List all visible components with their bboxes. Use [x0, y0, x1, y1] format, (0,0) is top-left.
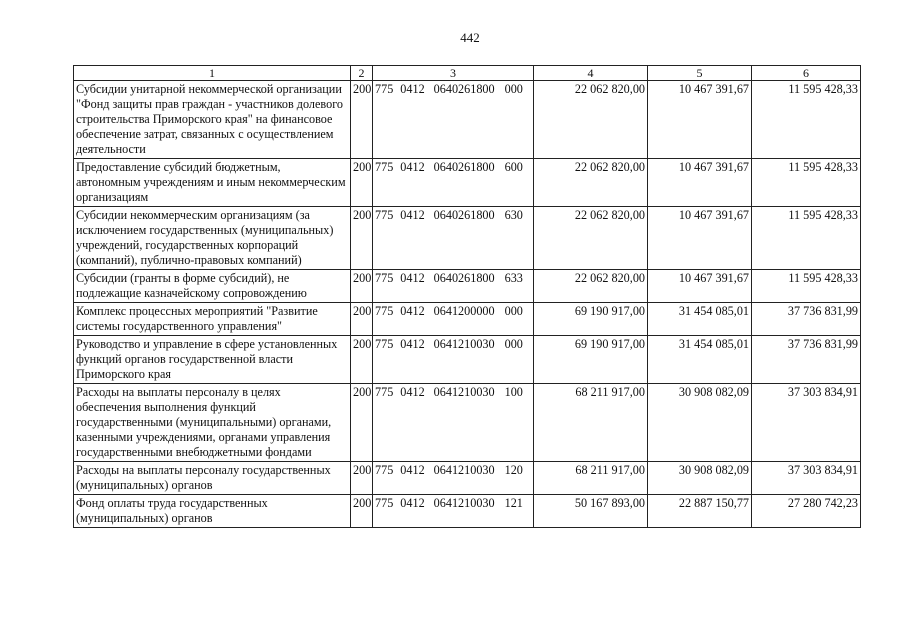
row-rz-code: 0412	[400, 271, 425, 285]
row-name: Предоставление субсидий бюджетным, автономным учреждениям и иным некоммерческим организациям	[74, 159, 351, 207]
row-value-col5: 31 454 085,01	[648, 303, 752, 336]
row-rz-code: 0412	[400, 208, 425, 222]
row-ved-code: 775	[375, 271, 394, 285]
row-value-col6: 11 595 428,33	[752, 207, 861, 270]
row-name: Комплекс процессных мероприятий "Развитие системы государственного управления"	[74, 303, 351, 336]
row-code-200: 200	[351, 384, 373, 462]
row-name: Субсидии некоммерческим организациям (за исключением государственных (муниципальных) учреждений, государственных корпораций (компаний), публично-правовых компаний)	[74, 207, 351, 270]
row-value-col5: 10 467 391,67	[648, 81, 752, 159]
row-value-col4: 22 062 820,00	[534, 270, 648, 303]
row-vr-code: 121	[504, 496, 523, 510]
row-classification-codes	[373, 336, 534, 384]
row-value-col5: 10 467 391,67	[648, 159, 752, 207]
row-code-200: 200	[351, 81, 373, 159]
page-number: 442	[460, 30, 480, 45]
header-col-5: 5	[648, 66, 752, 81]
table-row	[74, 336, 861, 384]
row-vr-code: 000	[504, 337, 523, 351]
row-value-col4: 68 211 917,00	[534, 462, 648, 495]
table-row	[74, 159, 861, 207]
row-classification-codes	[373, 495, 534, 528]
row-rz-code: 0412	[400, 337, 425, 351]
row-name: Расходы на выплаты персоналу в целях обеспечения выполнения функций государственными (муниципальными) органами, казенными учреждениями, органами управления государственными внебюджетными фондами	[74, 384, 351, 462]
row-classification-codes	[373, 384, 534, 462]
row-vr-code: 120	[504, 463, 523, 477]
row-value-col6: 37 303 834,91	[752, 384, 861, 462]
row-value-col4: 22 062 820,00	[534, 81, 648, 159]
row-name: Расходы на выплаты персоналу государственных (муниципальных) органов	[74, 462, 351, 495]
row-ved-code: 775	[375, 160, 394, 174]
budget-table	[73, 65, 861, 528]
row-code-200: 200	[351, 303, 373, 336]
row-name: Фонд оплаты труда государственных (муниципальных) органов	[74, 495, 351, 528]
row-vr-code: 630	[504, 208, 523, 222]
row-value-col6: 27 280 742,23	[752, 495, 861, 528]
row-value-col5: 10 467 391,67	[648, 270, 752, 303]
row-value-col5: 31 454 085,01	[648, 336, 752, 384]
row-csr-code: 0641210030	[433, 337, 495, 351]
row-rz-code: 0412	[400, 496, 425, 510]
table-row	[74, 495, 861, 528]
row-vr-code: 633	[504, 271, 523, 285]
row-vr-code: 100	[504, 385, 523, 399]
row-rz-code: 0412	[400, 385, 425, 399]
row-csr-code: 0641210030	[433, 496, 495, 510]
row-ved-code: 775	[375, 385, 394, 399]
table-row	[74, 270, 861, 303]
row-csr-code: 0641210030	[433, 463, 495, 477]
row-ved-code: 775	[375, 208, 394, 222]
row-value-col5: 10 467 391,67	[648, 207, 752, 270]
row-name: Субсидии унитарной некоммерческой организации "Фонд защиты прав граждан - участников долевого строительства Приморского края" на финансовое обеспечение затрат, связанных с осуществлением деятельности	[74, 81, 351, 159]
row-ved-code: 775	[375, 304, 394, 318]
row-code-200: 200	[351, 270, 373, 303]
row-name: Руководство и управление в сфере установленных функций органов государственной власти Приморского края	[74, 336, 351, 384]
row-ved-code: 775	[375, 463, 394, 477]
header-col-6: 6	[752, 66, 861, 81]
table-row	[74, 81, 861, 159]
row-classification-codes	[373, 462, 534, 495]
table-row	[74, 207, 861, 270]
header-row	[74, 66, 861, 81]
row-classification-codes	[373, 207, 534, 270]
row-value-col4: 69 190 917,00	[534, 303, 648, 336]
row-csr-code: 0640261800	[433, 82, 495, 96]
row-rz-code: 0412	[400, 82, 425, 96]
row-value-col6: 11 595 428,33	[752, 270, 861, 303]
row-classification-codes	[373, 303, 534, 336]
row-value-col5: 22 887 150,77	[648, 495, 752, 528]
row-value-col6: 11 595 428,33	[752, 81, 861, 159]
row-rz-code: 0412	[400, 160, 425, 174]
row-classification-codes	[373, 81, 534, 159]
table-row	[74, 384, 861, 462]
row-value-col5: 30 908 082,09	[648, 462, 752, 495]
row-csr-code: 0640261800	[433, 271, 495, 285]
row-value-col6: 11 595 428,33	[752, 159, 861, 207]
row-name: Субсидии (гранты в форме субсидий), не подлежащие казначейскому сопровождению	[74, 270, 351, 303]
row-csr-code: 0640261800	[433, 160, 495, 174]
header-col-4: 4	[534, 66, 648, 81]
row-code-200: 200	[351, 336, 373, 384]
row-value-col4: 22 062 820,00	[534, 159, 648, 207]
header-col-1: 1	[74, 66, 351, 81]
row-vr-code: 600	[504, 160, 523, 174]
row-vr-code: 000	[504, 82, 523, 96]
row-code-200: 200	[351, 159, 373, 207]
row-code-200: 200	[351, 462, 373, 495]
row-ved-code: 775	[375, 337, 394, 351]
row-ved-code: 775	[375, 82, 394, 96]
header-col-2: 2	[351, 66, 373, 81]
row-rz-code: 0412	[400, 304, 425, 318]
row-value-col4: 22 062 820,00	[534, 207, 648, 270]
row-csr-code: 0640261800	[433, 208, 495, 222]
row-value-col4: 68 211 917,00	[534, 384, 648, 462]
row-vr-code: 000	[504, 304, 523, 318]
row-value-col4: 50 167 893,00	[534, 495, 648, 528]
row-classification-codes	[373, 270, 534, 303]
row-classification-codes	[373, 159, 534, 207]
row-code-200: 200	[351, 207, 373, 270]
row-code-200: 200	[351, 495, 373, 528]
row-value-col4: 69 190 917,00	[534, 336, 648, 384]
row-value-col6: 37 736 831,99	[752, 303, 861, 336]
row-rz-code: 0412	[400, 463, 425, 477]
row-csr-code: 0641210030	[433, 385, 495, 399]
row-ved-code: 775	[375, 496, 394, 510]
table-row	[74, 462, 861, 495]
header-col-3: 3	[373, 66, 534, 81]
row-value-col5: 30 908 082,09	[648, 384, 752, 462]
table-row	[74, 303, 861, 336]
row-value-col6: 37 736 831,99	[752, 336, 861, 384]
row-csr-code: 0641200000	[433, 304, 495, 318]
row-value-col6: 37 303 834,91	[752, 462, 861, 495]
